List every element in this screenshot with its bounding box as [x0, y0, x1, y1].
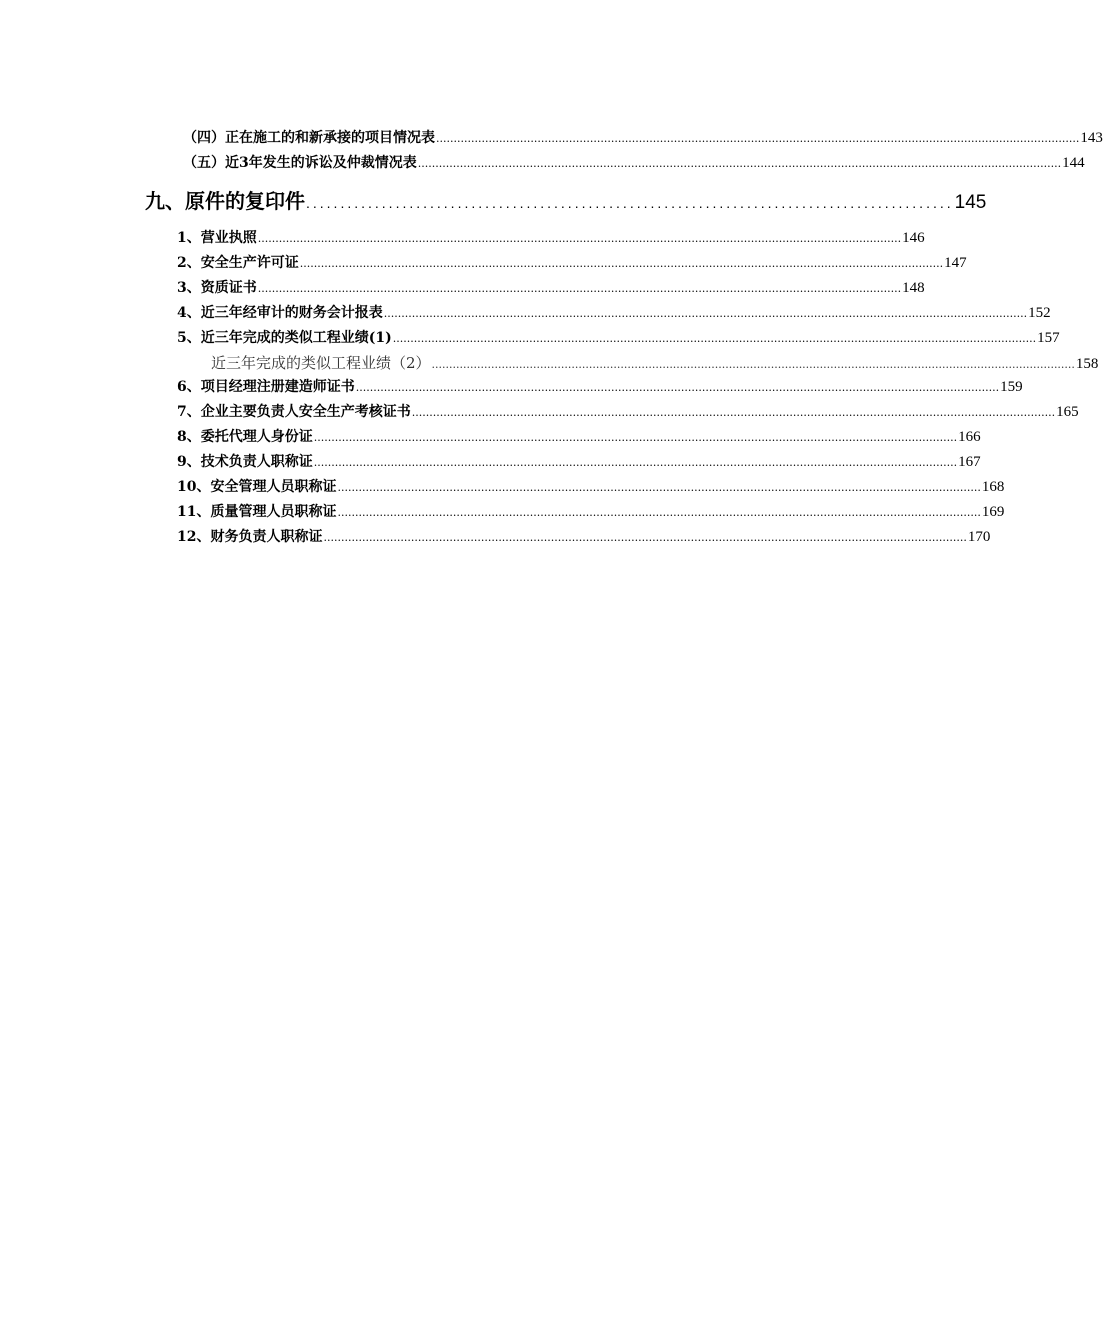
toc-entry-page: 152	[1028, 305, 1051, 321]
toc-entry[interactable]	[177, 377, 1023, 397]
dot-leader: ........................................................................................................................................................................................	[313, 456, 958, 469]
toc-entry[interactable]	[177, 427, 981, 447]
dot-leader: ........................................................................................................................................................................................	[417, 157, 1062, 170]
toc-entry[interactable]	[177, 278, 925, 298]
dot-leader: ........................................................................................................................................................................................	[323, 531, 967, 544]
dot-leader: ........................................................................................................................................................................................	[337, 481, 981, 494]
toc-entry-label: 10、安全管理人员职称证	[177, 479, 337, 495]
toc-entry[interactable]	[177, 452, 981, 472]
section-page: 145	[954, 192, 987, 213]
toc-entry-page: 144	[1062, 155, 1085, 171]
toc-entry-page: 165	[1056, 404, 1079, 420]
dot-leader: ........................................................................................................................................................................................	[436, 132, 1080, 145]
dot-leader: ........................................................................................................................................................................................	[337, 506, 981, 519]
toc-entry[interactable]	[177, 253, 967, 273]
dot-leader: ........................................................................................................................................................................................	[313, 431, 958, 444]
toc-entry-label: 11、质量管理人员职称证	[177, 504, 337, 520]
toc-entry-page: 158	[1075, 356, 1099, 372]
toc-entry-page: 159	[1000, 379, 1023, 395]
toc-entry-page: 166	[958, 429, 981, 445]
toc-entry-label: 近三年完成的类似工程业绩（2）	[211, 354, 431, 372]
dot-leader: ........................................................................................................................................................................................	[411, 406, 1056, 419]
toc-entry[interactable]	[183, 128, 1103, 148]
toc-entry-page: 146	[902, 230, 925, 246]
toc-entry-label: 9、技术负责人职称证	[177, 454, 313, 470]
toc-entry-page: 157	[1037, 330, 1060, 346]
toc-entry[interactable]	[177, 502, 1005, 522]
toc-entry-page: 147	[944, 255, 967, 271]
dot-leader: ........................................................................................................................................................................................	[257, 232, 902, 245]
toc-section-heading[interactable]	[145, 187, 987, 215]
dot-leader: ........................................................................................................................................................................................	[299, 257, 944, 270]
toc-entry-label: 7、企业主要负责人安全生产考核证书	[177, 404, 411, 420]
dot-leader: ........................................................................................................................................................................................	[383, 307, 1028, 320]
toc-entry[interactable]	[177, 328, 1060, 348]
toc-entry-page: 167	[958, 454, 981, 470]
toc-entry[interactable]	[177, 402, 1079, 422]
toc-entry-label: 6、项目经理注册建造师证书	[177, 379, 355, 395]
section-title: 九、原件的复印件	[145, 189, 305, 213]
toc-entry-page: 168	[981, 479, 1005, 495]
dot-leader: ........................................................................................................................................................................................	[431, 358, 1075, 371]
toc-entry[interactable]	[183, 153, 1085, 173]
toc-entry-label: 8、委托代理人身份证	[177, 429, 313, 445]
toc-entry-label: 1、营业执照	[177, 230, 257, 246]
toc-entry[interactable]	[177, 477, 1005, 497]
toc-entry-page: 143	[1080, 130, 1103, 146]
toc-entry[interactable]	[177, 303, 1051, 323]
dot-leader: ..............................................................................................	[306, 195, 954, 211]
toc-entry-label: （四）正在施工的和新承接的项目情况表	[183, 130, 435, 146]
toc-entry[interactable]	[177, 228, 925, 248]
toc-entry[interactable]	[177, 527, 991, 547]
toc-entry-label: 2、安全生产许可证	[177, 255, 299, 271]
dot-leader: ........................................................................................................................................................................................	[392, 332, 1037, 345]
toc-entry-page: 148	[902, 280, 925, 296]
toc-entry-label: （五）近3年发生的诉讼及仲裁情况表	[183, 155, 417, 171]
toc-entry-label: 3、资质证书	[177, 280, 257, 296]
toc-entry-label: 5、近三年完成的类似工程业绩(1)	[177, 330, 392, 346]
dot-leader: ........................................................................................................................................................................................	[355, 381, 1000, 394]
dot-leader: ........................................................................................................................................................................................	[257, 282, 902, 295]
toc-entry-page: 170	[967, 529, 991, 545]
toc-entry[interactable]	[211, 353, 1099, 373]
toc-entry-label: 12、财务负责人职称证	[177, 529, 323, 545]
toc-entry-label: 4、近三年经审计的财务会计报表	[177, 305, 383, 321]
toc-entry-page: 169	[981, 504, 1005, 520]
